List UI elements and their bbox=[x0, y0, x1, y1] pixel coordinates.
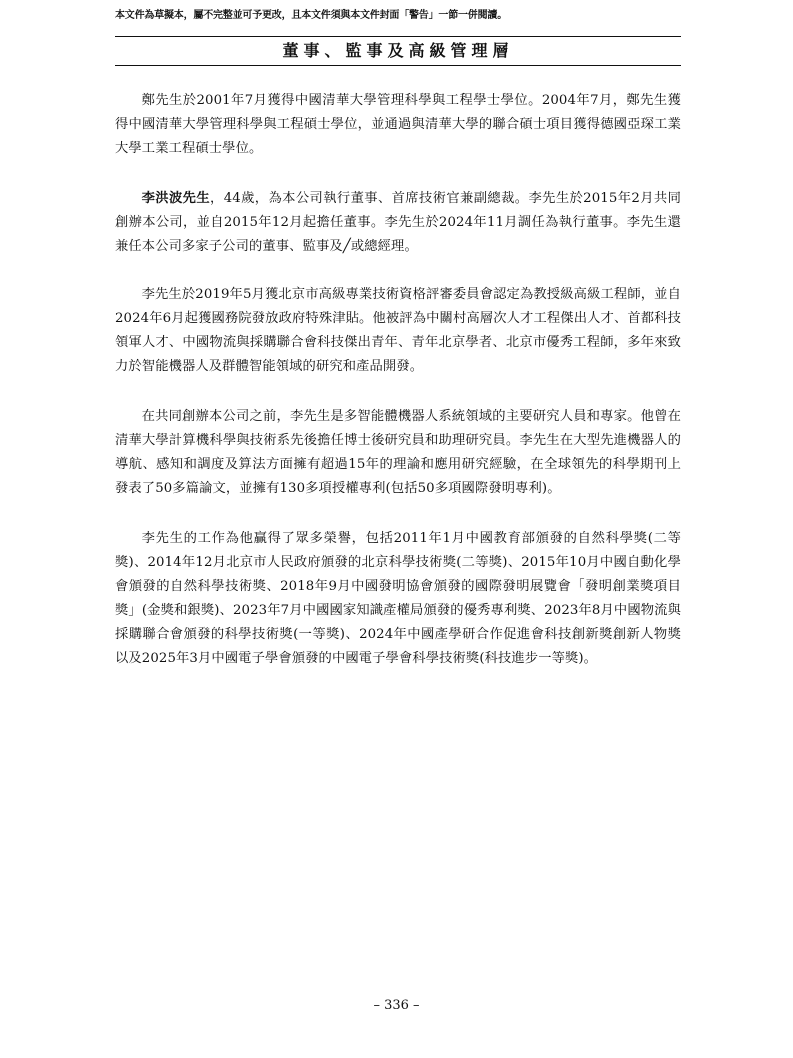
paragraph-education bbox=[115, 89, 681, 161]
document-body bbox=[115, 89, 681, 695]
paragraph-honours bbox=[115, 527, 681, 671]
header-top-rule bbox=[115, 36, 681, 37]
director-name: 李洪波先生 bbox=[141, 191, 211, 206]
header-bottom-rule bbox=[115, 65, 681, 66]
paragraph-qualifications bbox=[115, 283, 681, 379]
section-title: 董事、監事及高級管理層 bbox=[282, 41, 514, 60]
paragraph-text: ，44歲，為本公司執行董事、首席技術官兼副總裁。李先生於2015年2月共同創辦本公司，並自2015年12月起擔任董事。李先生於2024年11月調任為執行董事。李先生還兼任本公司多家子公司的董事、監事及╱或總經理。 bbox=[115, 191, 682, 254]
paragraph-text: 鄭先生於2001年7月獲得中國清華大學管理科學與工程學士學位。2004年7月，鄭先生獲得中國清華大學管理科學與工程碩士學位，並通過與清華大學的聯合碩士項目獲得德國亞琛工業大學工業工程碩士學位。 bbox=[115, 93, 681, 156]
page-number: – 336 – bbox=[373, 998, 420, 1013]
paragraph-text: 在共同創辦本公司之前，李先生是多智能體機器人系統領域的主要研究人員和專家。他曾在清華大學計算機科學與技術系先後擔任博士後研究員和助理研究員。李先生在大型先進機器人的導航、感知和調度及算法方面擁有超過15年的理論和應用研究經驗，在全球領先的科學期刊上發表了50多篇論文，並擁有130多項授權專利(包括50多項國際發明專利)。 bbox=[115, 409, 681, 496]
paragraph-text: 李先生於2019年5月獲北京市高級專業技術資格評審委員會認定為教授級高級工程師，並自2024年6月起獲國務院發放政府特殊津貼。他被評為中關村高層次人才工程傑出人才、首都科技領軍人才、中國物流與採購聯合會科技傑出青年、青年北京學者、北京市優秀工程師，多年來致力於智能機器人及群體智能領域的研究和產品開發。 bbox=[115, 287, 681, 374]
paragraph-text: 李先生的工作為他贏得了眾多榮譽，包括2011年1月中國教育部頒發的自然科學獎(二等獎)、2014年12月北京市人民政府頒發的北京科學技術獎(二等獎)、2015年10月中國自動化學會頒發的自然科學技術獎、2018年9月中國發明協會頒發的國際發明展覽會「發明創業獎項目獎」(金獎和銀獎)、2023年7月中國國家知識產權局頒發的優秀專利獎、2023年8月中國物流與採購聯合會頒發的科學技術獎(一等獎)、2024年中國產學研合作促進會科技創新獎創新人物獎以及2025年3月中國電子學會頒發的中國電子學會科學技術獎(科技進步一等獎)。 bbox=[115, 531, 681, 666]
paragraph-li-hongbo-intro bbox=[115, 187, 681, 259]
draft-disclaimer: 本文件為草擬本，屬不完整並可予更改，且本文件須與本文件封面「警告」一節一併閱讀。 bbox=[115, 10, 507, 21]
paragraph-research-background bbox=[115, 405, 681, 501]
